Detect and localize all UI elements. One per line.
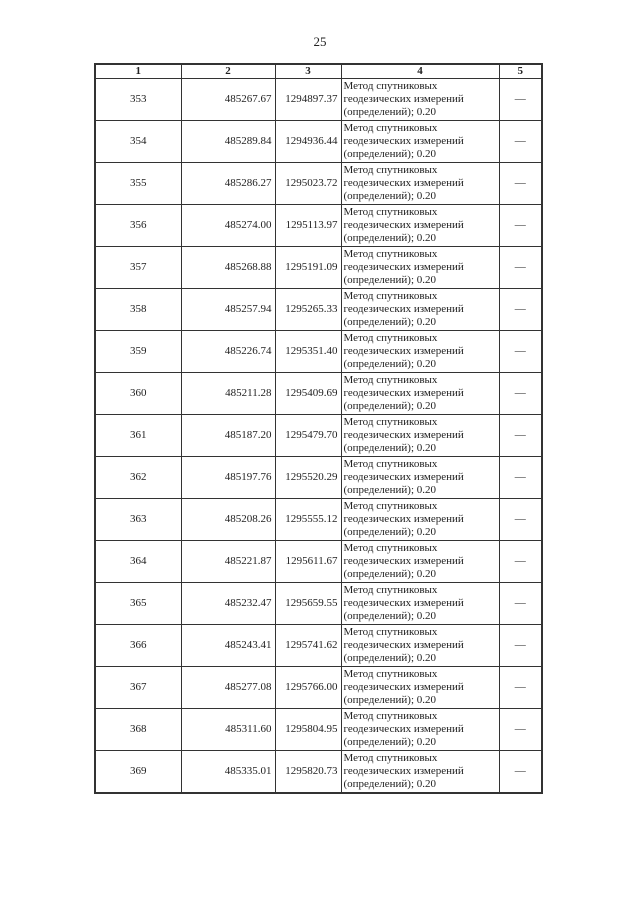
method-cell xyxy=(341,289,499,331)
method-line-2: геодезических измерений xyxy=(343,387,464,399)
method-cell xyxy=(341,247,499,289)
point-number: 368 xyxy=(95,709,181,751)
description-dash: — xyxy=(499,751,542,793)
point-number: 364 xyxy=(95,541,181,583)
method-line-2: геодезических измерений xyxy=(343,345,464,357)
method-cell xyxy=(341,541,499,583)
method-line-1: Метод спутниковых xyxy=(343,710,438,722)
coordinate-y: 1295265.33 xyxy=(275,289,341,331)
header-cell-4: 4 xyxy=(341,64,499,79)
method-line-1: Метод спутниковых xyxy=(343,332,438,344)
method-line-3: (определений); 0.20 xyxy=(343,190,437,202)
coordinate-x: 485243.41 xyxy=(181,625,275,667)
method-line-3: (определений); 0.20 xyxy=(343,358,437,370)
method-line-2: геодезических измерений xyxy=(343,764,464,777)
table-row xyxy=(95,205,542,247)
method-line-1: Метод спутниковых xyxy=(343,500,438,512)
point-number: 355 xyxy=(95,163,181,205)
coordinate-y: 1295741.62 xyxy=(275,625,341,667)
method-line-2: геодезических измерений xyxy=(343,555,464,567)
method-line-2: геодезических измерений xyxy=(343,177,464,189)
description-dash: — xyxy=(499,457,542,499)
description-dash: — xyxy=(499,541,542,583)
description-dash: — xyxy=(499,163,542,205)
coordinate-y: 1295520.29 xyxy=(275,457,341,499)
method-line-2: геодезических измерений xyxy=(343,639,464,651)
coordinate-x: 485335.01 xyxy=(181,751,275,793)
method-line-3: (определений); 0.20 xyxy=(343,232,437,244)
point-number: 356 xyxy=(95,205,181,247)
method-line-3: (определений); 0.20 xyxy=(343,568,437,580)
table-row xyxy=(95,373,542,415)
description-dash: — xyxy=(499,625,542,667)
method-line-1: Метод спутниковых xyxy=(343,584,438,596)
coordinate-x: 485226.74 xyxy=(181,331,275,373)
method-line-1: Метод спутниковых xyxy=(343,458,438,470)
coordinate-y: 1295479.70 xyxy=(275,415,341,457)
table-row xyxy=(95,331,542,373)
point-number: 360 xyxy=(95,373,181,415)
coordinate-y: 1295023.72 xyxy=(275,163,341,205)
method-line-1: Метод спутниковых xyxy=(343,751,438,764)
coordinate-x: 485257.94 xyxy=(181,289,275,331)
table-row xyxy=(95,667,542,709)
method-line-2: геодезических измерений xyxy=(343,135,464,147)
coordinate-x: 485221.87 xyxy=(181,541,275,583)
coordinate-y: 1295555.12 xyxy=(275,499,341,541)
method-line-3: (определений); 0.20 xyxy=(343,442,437,454)
point-number: 353 xyxy=(95,79,181,121)
point-number: 357 xyxy=(95,247,181,289)
method-cell xyxy=(341,415,499,457)
point-number: 365 xyxy=(95,583,181,625)
coordinate-y: 1295659.55 xyxy=(275,583,341,625)
description-dash: — xyxy=(499,247,542,289)
method-line-1: Метод спутниковых xyxy=(343,164,438,176)
coordinate-x: 485208.26 xyxy=(181,499,275,541)
header-cell-5: 5 xyxy=(499,64,542,79)
table-row xyxy=(95,79,542,121)
table-row xyxy=(95,415,542,457)
method-cell xyxy=(341,625,499,667)
method-line-3: (определений); 0.20 xyxy=(343,316,437,328)
header-cell-2: 2 xyxy=(181,64,275,79)
method-line-2: геодезических измерений xyxy=(343,219,464,231)
description-dash: — xyxy=(499,415,542,457)
coordinate-x: 485197.76 xyxy=(181,457,275,499)
table-row xyxy=(95,121,542,163)
method-line-3: (определений); 0.20 xyxy=(343,526,437,538)
method-line-1: Метод спутниковых xyxy=(343,374,438,386)
method-line-2: геодезических измерений xyxy=(343,261,464,273)
header-cell-3: 3 xyxy=(275,64,341,79)
method-line-2: геодезических измерений xyxy=(343,303,464,315)
table-row xyxy=(95,709,542,751)
method-line-1: Метод спутниковых xyxy=(343,122,438,134)
method-line-1: Метод спутниковых xyxy=(343,626,438,638)
point-number: 354 xyxy=(95,121,181,163)
method-line-3: (определений); 0.20 xyxy=(343,694,437,706)
description-dash: — xyxy=(499,373,542,415)
method-line-1: Метод спутниковых xyxy=(343,290,438,302)
point-number: 362 xyxy=(95,457,181,499)
method-line-2: геодезических измерений xyxy=(343,471,464,483)
table-row xyxy=(95,541,542,583)
method-line-2: геодезических измерений xyxy=(343,597,464,609)
method-line-2: геодезических измерений xyxy=(343,681,464,693)
method-line-2: геодезических измерений xyxy=(343,513,464,525)
table-body xyxy=(95,79,542,793)
method-cell xyxy=(341,751,499,793)
description-dash: — xyxy=(499,499,542,541)
method-line-1: Метод спутниковых xyxy=(343,668,438,680)
method-cell xyxy=(341,163,499,205)
method-cell xyxy=(341,457,499,499)
description-dash: — xyxy=(499,205,542,247)
point-number: 363 xyxy=(95,499,181,541)
coordinate-x: 485274.00 xyxy=(181,205,275,247)
table-row xyxy=(95,583,542,625)
table-row xyxy=(95,751,542,793)
description-dash: — xyxy=(499,583,542,625)
method-line-1: Метод спутниковых xyxy=(343,542,438,554)
method-line-2: геодезических измерений xyxy=(343,723,464,735)
table-header xyxy=(95,64,542,79)
method-line-3: (определений); 0.20 xyxy=(343,736,437,748)
coordinate-x: 485187.20 xyxy=(181,415,275,457)
method-cell xyxy=(341,79,499,121)
coordinate-x: 485311.60 xyxy=(181,709,275,751)
method-cell xyxy=(341,121,499,163)
method-line-1: Метод спутниковых xyxy=(343,80,438,92)
coordinate-y: 1295113.97 xyxy=(275,205,341,247)
coordinate-x: 485277.08 xyxy=(181,667,275,709)
table-row xyxy=(95,457,542,499)
method-line-1: Метод спутниковых xyxy=(343,248,438,260)
coordinate-x: 485211.28 xyxy=(181,373,275,415)
table-row xyxy=(95,289,542,331)
description-dash: — xyxy=(499,121,542,163)
method-line-2: геодезических измерений xyxy=(343,93,464,105)
method-line-1: Метод спутниковых xyxy=(343,206,438,218)
coordinate-y: 1294897.37 xyxy=(275,79,341,121)
table-row xyxy=(95,499,542,541)
method-cell xyxy=(341,499,499,541)
method-line-3: (определений); 0.20 xyxy=(343,274,437,286)
header-cell-1: 1 xyxy=(95,64,181,79)
method-line-3: (определений); 0.20 xyxy=(343,484,437,496)
method-cell xyxy=(341,373,499,415)
table-row xyxy=(95,163,542,205)
table-row xyxy=(95,625,542,667)
coordinate-y: 1295351.40 xyxy=(275,331,341,373)
coordinate-y: 1295820.73 xyxy=(275,751,341,793)
page-number: 25 xyxy=(313,34,327,49)
method-cell xyxy=(341,709,499,751)
coordinates-table xyxy=(94,63,543,794)
coordinate-y: 1294936.44 xyxy=(275,121,341,163)
point-number: 366 xyxy=(95,625,181,667)
method-cell xyxy=(341,667,499,709)
method-cell xyxy=(341,331,499,373)
table-header-row xyxy=(95,64,542,79)
coordinate-y: 1295409.69 xyxy=(275,373,341,415)
coordinate-x: 485286.27 xyxy=(181,163,275,205)
coordinate-x: 485268.88 xyxy=(181,247,275,289)
coordinate-x: 485289.84 xyxy=(181,121,275,163)
method-line-3: (определений); 0.20 xyxy=(343,148,437,160)
method-line-2: геодезических измерений xyxy=(343,429,464,441)
point-number: 367 xyxy=(95,667,181,709)
description-dash: — xyxy=(499,289,542,331)
method-line-3: (определений); 0.20 xyxy=(343,777,437,790)
description-dash: — xyxy=(499,79,542,121)
method-line-3: (определений); 0.20 xyxy=(343,610,437,622)
description-dash: — xyxy=(499,667,542,709)
point-number: 359 xyxy=(95,331,181,373)
coordinate-x: 485267.67 xyxy=(181,79,275,121)
method-line-3: (определений); 0.20 xyxy=(343,400,437,412)
method-cell xyxy=(341,583,499,625)
table-row xyxy=(95,247,542,289)
coordinate-y: 1295804.95 xyxy=(275,709,341,751)
point-number: 369 xyxy=(95,751,181,793)
coordinate-y: 1295611.67 xyxy=(275,541,341,583)
point-number: 361 xyxy=(95,415,181,457)
description-dash: — xyxy=(499,331,542,373)
point-number: 358 xyxy=(95,289,181,331)
method-line-1: Метод спутниковых xyxy=(343,416,438,428)
coordinate-x: 485232.47 xyxy=(181,583,275,625)
method-line-3: (определений); 0.20 xyxy=(343,652,437,664)
method-cell xyxy=(341,205,499,247)
coordinate-y: 1295766.00 xyxy=(275,667,341,709)
description-dash: — xyxy=(499,709,542,751)
method-line-3: (определений); 0.20 xyxy=(343,106,437,118)
coordinate-y: 1295191.09 xyxy=(275,247,341,289)
